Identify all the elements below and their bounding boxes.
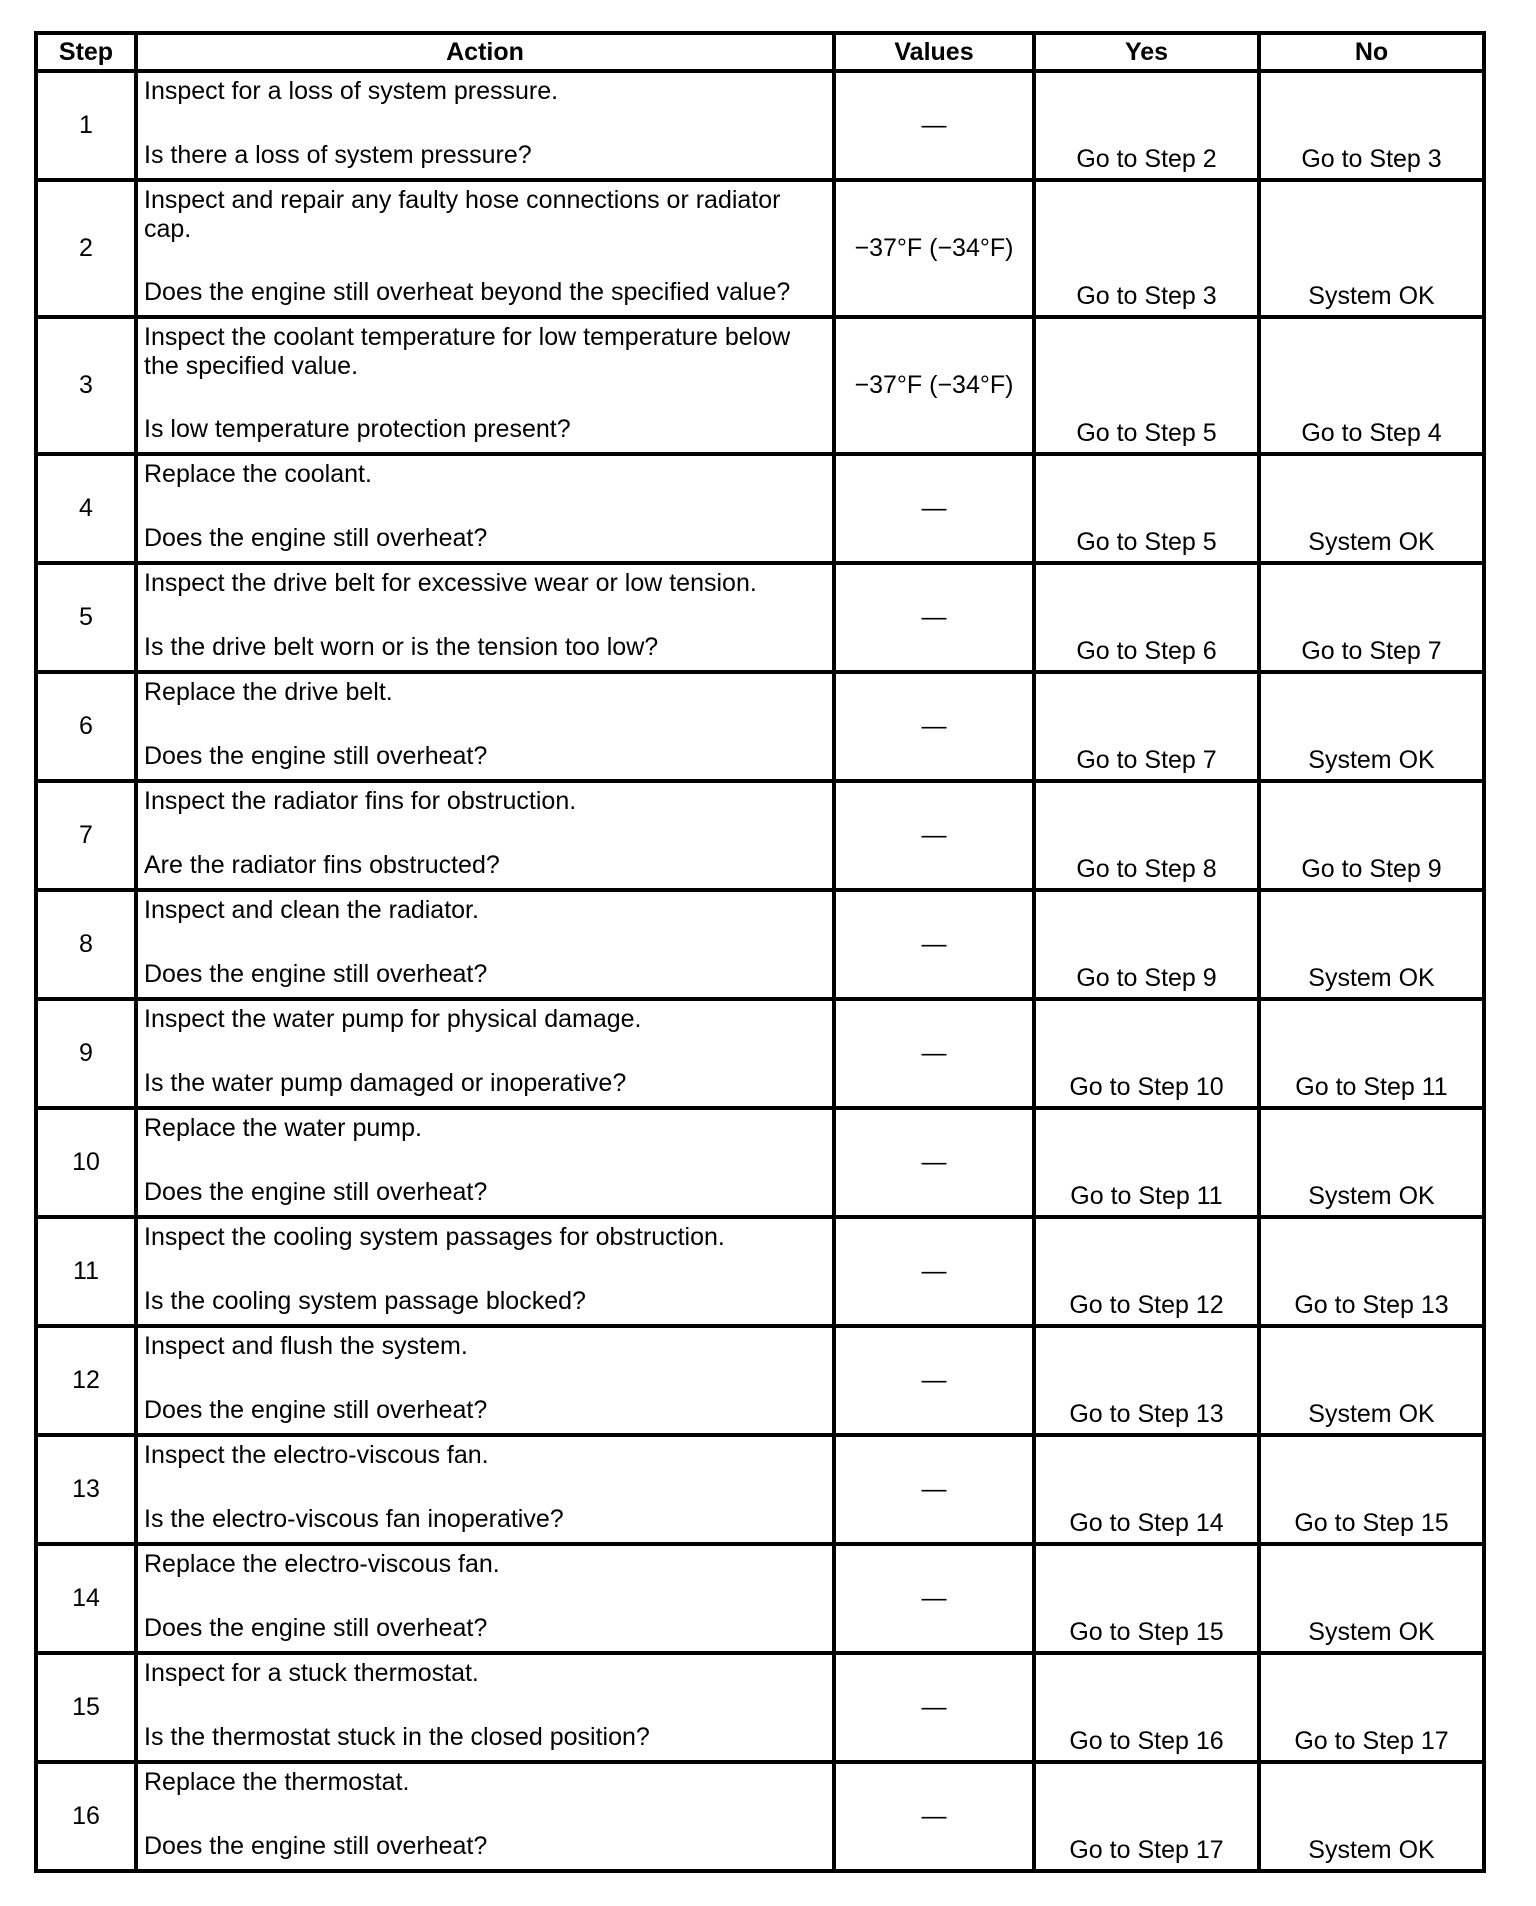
action-cell <box>136 1326 834 1435</box>
action-question: Is there a loss of system pressure? <box>144 141 532 169</box>
yes-cell: Go to Step 7 <box>1034 672 1259 781</box>
action-cell <box>136 1435 834 1544</box>
action-content <box>138 1764 832 1865</box>
yes-cell: Go to Step 10 <box>1034 999 1259 1108</box>
table-row <box>36 999 1484 1108</box>
action-question: Does the engine still overheat? <box>144 742 488 770</box>
action-cell <box>136 1653 834 1762</box>
action-instruction: Replace the coolant. <box>144 460 372 488</box>
step-number: 15 <box>36 1653 136 1762</box>
no-cell: System OK <box>1259 1544 1484 1653</box>
table-row <box>36 890 1484 999</box>
diagnostic-table <box>34 31 1486 1873</box>
values-cell: — <box>834 1762 1034 1871</box>
yes-cell: Go to Step 9 <box>1034 890 1259 999</box>
action-question: Is the thermostat stuck in the closed position? <box>144 1723 650 1751</box>
header-values: Values <box>834 33 1034 71</box>
action-content <box>138 1437 832 1538</box>
action-question: Does the engine still overheat? <box>144 960 488 988</box>
action-content <box>138 565 832 666</box>
no-cell: System OK <box>1259 180 1484 317</box>
table-row <box>36 180 1484 317</box>
action-cell <box>136 317 834 454</box>
values-cell: — <box>834 454 1034 563</box>
action-question: Does the engine still overheat? <box>144 1614 488 1642</box>
header-step: Step <box>36 33 136 71</box>
table-row <box>36 781 1484 890</box>
no-cell: Go to Step 9 <box>1259 781 1484 890</box>
action-question: Is the water pump damaged or inoperative? <box>144 1069 627 1097</box>
header-no: No <box>1259 33 1484 71</box>
yes-cell: Go to Step 16 <box>1034 1653 1259 1762</box>
step-number: 11 <box>36 1217 136 1326</box>
yes-cell: Go to Step 15 <box>1034 1544 1259 1653</box>
header-yes: Yes <box>1034 33 1259 71</box>
no-cell: Go to Step 4 <box>1259 317 1484 454</box>
action-question: Is the drive belt worn or is the tension too low? <box>144 633 659 661</box>
action-question: Does the engine still overheat? <box>144 1396 488 1424</box>
no-cell: Go to Step 13 <box>1259 1217 1484 1326</box>
table-row <box>36 454 1484 563</box>
values-cell: — <box>834 999 1034 1108</box>
action-content <box>138 783 832 884</box>
step-number: 4 <box>36 454 136 563</box>
action-question: Does the engine still overheat? <box>144 524 488 552</box>
action-question: Does the engine still overheat? <box>144 1832 488 1860</box>
values-cell: — <box>834 890 1034 999</box>
action-cell <box>136 454 834 563</box>
yes-cell: Go to Step 8 <box>1034 781 1259 890</box>
action-content <box>138 892 832 993</box>
step-number: 13 <box>36 1435 136 1544</box>
values-cell: — <box>834 781 1034 890</box>
header-action: Action <box>136 33 834 71</box>
action-instruction: Inspect the electro-viscous fan. <box>144 1441 489 1469</box>
step-number: 6 <box>36 672 136 781</box>
action-cell <box>136 1544 834 1653</box>
action-cell <box>136 1762 834 1871</box>
action-cell <box>136 672 834 781</box>
no-cell: System OK <box>1259 454 1484 563</box>
no-cell: System OK <box>1259 672 1484 781</box>
action-content <box>138 1110 832 1211</box>
step-number: 7 <box>36 781 136 890</box>
action-content <box>138 182 832 311</box>
action-content <box>138 1219 832 1320</box>
values-cell: — <box>834 563 1034 672</box>
action-instruction: Inspect the coolant temperature for low temperature below the specified value. <box>144 323 791 380</box>
yes-cell: Go to Step 11 <box>1034 1108 1259 1217</box>
action-content <box>138 73 832 174</box>
action-instruction: Inspect the radiator fins for obstruction. <box>144 787 577 815</box>
action-question: Does the engine still overheat beyond the specified value? <box>144 278 791 306</box>
no-cell: Go to Step 7 <box>1259 563 1484 672</box>
action-instruction: Inspect for a loss of system pressure. <box>144 77 559 105</box>
step-number: 9 <box>36 999 136 1108</box>
step-number: 12 <box>36 1326 136 1435</box>
table-row <box>36 71 1484 180</box>
action-content <box>138 1655 832 1756</box>
action-instruction: Inspect and flush the system. <box>144 1332 468 1360</box>
action-cell <box>136 1108 834 1217</box>
action-question: Does the engine still overheat? <box>144 1178 488 1206</box>
action-cell <box>136 180 834 317</box>
values-cell: — <box>834 1653 1034 1762</box>
step-number: 3 <box>36 317 136 454</box>
action-instruction: Replace the drive belt. <box>144 678 393 706</box>
step-number: 2 <box>36 180 136 317</box>
action-cell <box>136 890 834 999</box>
values-cell: — <box>834 1326 1034 1435</box>
action-content <box>138 1328 832 1429</box>
yes-cell: Go to Step 2 <box>1034 71 1259 180</box>
values-cell: −37°F (−34°F) <box>834 317 1034 454</box>
step-number: 14 <box>36 1544 136 1653</box>
action-cell <box>136 999 834 1108</box>
values-cell: — <box>834 1544 1034 1653</box>
no-cell: Go to Step 11 <box>1259 999 1484 1108</box>
step-number: 16 <box>36 1762 136 1871</box>
header-row <box>36 33 1484 71</box>
no-cell: System OK <box>1259 1326 1484 1435</box>
yes-cell: Go to Step 5 <box>1034 454 1259 563</box>
action-cell <box>136 781 834 890</box>
no-cell: System OK <box>1259 1108 1484 1217</box>
yes-cell: Go to Step 14 <box>1034 1435 1259 1544</box>
action-cell <box>136 1217 834 1326</box>
action-instruction: Replace the thermostat. <box>144 1768 410 1796</box>
action-question: Is the electro-viscous fan inoperative? <box>144 1505 564 1533</box>
values-cell: — <box>834 672 1034 781</box>
step-number: 5 <box>36 563 136 672</box>
table-row <box>36 563 1484 672</box>
action-instruction: Replace the electro-viscous fan. <box>144 1550 500 1578</box>
yes-cell: Go to Step 3 <box>1034 180 1259 317</box>
values-cell: — <box>834 71 1034 180</box>
step-number: 8 <box>36 890 136 999</box>
table-row <box>36 1435 1484 1544</box>
table-row <box>36 1217 1484 1326</box>
action-question: Is the cooling system passage blocked? <box>144 1287 586 1315</box>
action-instruction: Inspect and repair any faulty hose connections or radiator cap. <box>144 186 781 243</box>
values-cell: — <box>834 1217 1034 1326</box>
action-content <box>138 1546 832 1647</box>
step-number: 10 <box>36 1108 136 1217</box>
diagnostic-table-container <box>34 31 1482 1873</box>
table-row <box>36 1108 1484 1217</box>
values-cell: — <box>834 1108 1034 1217</box>
action-instruction: Replace the water pump. <box>144 1114 422 1142</box>
table-row <box>36 1762 1484 1871</box>
table-row <box>36 1544 1484 1653</box>
action-content <box>138 1001 832 1102</box>
action-cell <box>136 563 834 672</box>
step-number: 1 <box>36 71 136 180</box>
action-content <box>138 456 832 557</box>
no-cell: System OK <box>1259 1762 1484 1871</box>
action-instruction: Inspect and clean the radiator. <box>144 896 479 924</box>
no-cell: Go to Step 17 <box>1259 1653 1484 1762</box>
table-row <box>36 317 1484 454</box>
yes-cell: Go to Step 12 <box>1034 1217 1259 1326</box>
action-content <box>138 319 832 448</box>
yes-cell: Go to Step 5 <box>1034 317 1259 454</box>
yes-cell: Go to Step 6 <box>1034 563 1259 672</box>
action-instruction: Inspect the cooling system passages for obstruction. <box>144 1223 725 1251</box>
table-row <box>36 1326 1484 1435</box>
action-question: Are the radiator fins obstructed? <box>144 851 500 879</box>
action-instruction: Inspect the water pump for physical damage. <box>144 1005 642 1033</box>
no-cell: System OK <box>1259 890 1484 999</box>
no-cell: Go to Step 15 <box>1259 1435 1484 1544</box>
values-cell: −37°F (−34°F) <box>834 180 1034 317</box>
action-question: Is low temperature protection present? <box>144 415 571 443</box>
action-cell <box>136 71 834 180</box>
table-row <box>36 1653 1484 1762</box>
values-cell: — <box>834 1435 1034 1544</box>
table-body <box>36 71 1484 1871</box>
table-row <box>36 672 1484 781</box>
action-instruction: Inspect the drive belt for excessive wear or low tension. <box>144 569 757 597</box>
action-instruction: Inspect for a stuck thermostat. <box>144 1659 479 1687</box>
no-cell: Go to Step 3 <box>1259 71 1484 180</box>
action-content <box>138 674 832 775</box>
yes-cell: Go to Step 17 <box>1034 1762 1259 1871</box>
yes-cell: Go to Step 13 <box>1034 1326 1259 1435</box>
